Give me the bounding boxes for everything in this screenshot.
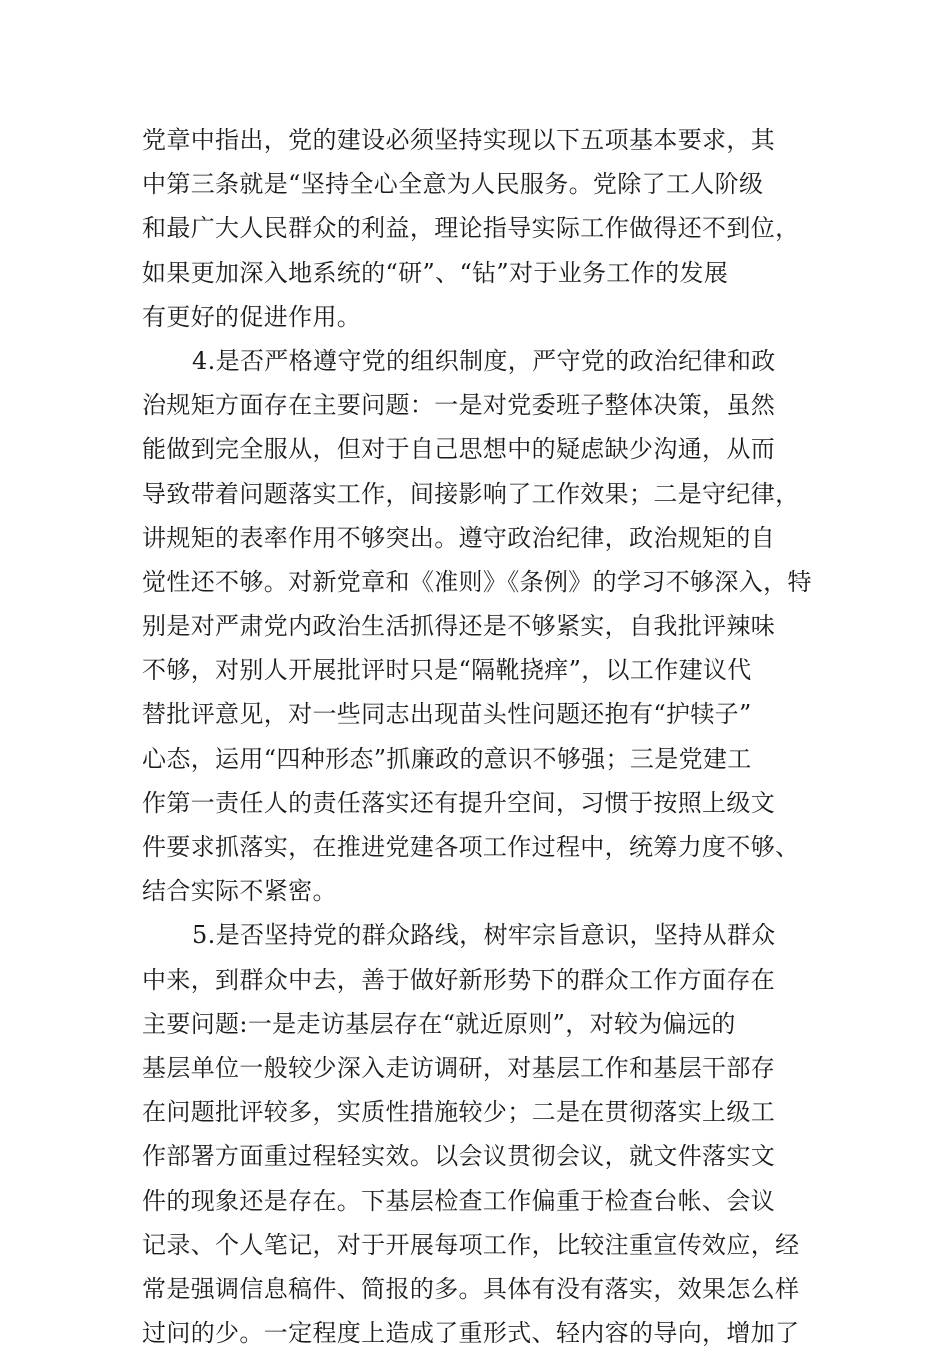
- text-line: 件要求抓落实，在推进党建各项工作过程中，统筹力度不够、: [142, 833, 800, 861]
- text-line: 主要问题:一是走访基层存在“就近原则”，对较为偏远的: [142, 1009, 736, 1038]
- text-line: 作第一责任人的责任落实还有提升空间，习惯于按照上级文: [142, 788, 776, 817]
- text-line: 在问题批评较多，实质性措施较少；二是在贯彻落实上级工: [142, 1098, 776, 1127]
- text-line: 中来，到群众中去，善于做好新形势下的群众工作方面存在: [142, 965, 776, 994]
- text-line: 不够，对别人开展批评时只是“隔靴挠痒”，以工作建议代: [142, 656, 752, 685]
- text-line: 别是对严肃党内政治生活抓得还是不够紧实，自我批评辣味: [142, 612, 776, 641]
- text-line: 讲规矩的表率作用不够突出。遵守政治纪律，政治规矩的自: [142, 523, 776, 552]
- text-line: 过问的少。一定程度上造成了重形式、轻内容的导向，增加了: [142, 1319, 800, 1348]
- text-line: 治规矩方面存在主要问题：一是对党委班子整体决策，虽然: [142, 391, 776, 420]
- text-line: 结合实际不紧密。: [142, 877, 337, 906]
- text-line: 有更好的促进作用。: [142, 302, 362, 331]
- text-line: 导致带着问题落实工作，间接影响了工作效果；二是守纪律，: [142, 479, 800, 508]
- paragraph-item-4: [142, 339, 810, 913]
- text-line: 替批评意见，对一些同志出现苗头性问题还抱有“护犊子”: [142, 700, 752, 729]
- text-line: 心态，运用“四种形态”抓廉政的意识不够强；三是党建工: [142, 744, 752, 773]
- text-line: 觉性还不够。对新党章和《准则》《条例》的学习不够深入，特: [142, 567, 812, 596]
- text-line: 中第三条就是“坚持全心全意为人民服务。党除了工人阶级: [142, 170, 764, 199]
- text-line: 件的现象还是存在。下基层检查工作偏重于检查台帐、会议: [142, 1186, 776, 1215]
- paragraph-item-5: [142, 913, 810, 1355]
- text-line-first: 4.是否严格遵守党的组织制度，严守党的政治纪律和政: [192, 346, 776, 375]
- text-line: 作部署方面重过程轻实效。以会议贯彻会议，就文件落实文: [142, 1142, 776, 1171]
- text-line: 能做到完全服从，但对于自己思想中的疑虑缺少沟通，从而: [142, 435, 776, 464]
- text-line: 党章中指出，党的建设必须坚持实现以下五项基本要求，其: [142, 126, 776, 154]
- paragraph-continued: [142, 118, 810, 339]
- text-line: 和最广大人民群众的利益，理论指导实际工作做得还不到位，: [142, 214, 800, 243]
- text-line: 记录、个人笔记，对于开展每项工作，比较注重宣传效应，经: [142, 1230, 800, 1259]
- text-line: 如果更加深入地系统的“研”、“钻”对于业务工作的发展: [142, 258, 729, 287]
- text-line: 常是强调信息稿件、简报的多。具体有没有落实，效果怎么样: [142, 1274, 800, 1303]
- text-line-first: 5.是否坚持党的群众路线，树牢宗旨意识，坚持从群众: [192, 921, 776, 950]
- text-line: 基层单位一般较少深入走访调研，对基层工作和基层干部存: [142, 1053, 776, 1082]
- document-body: [142, 118, 810, 1355]
